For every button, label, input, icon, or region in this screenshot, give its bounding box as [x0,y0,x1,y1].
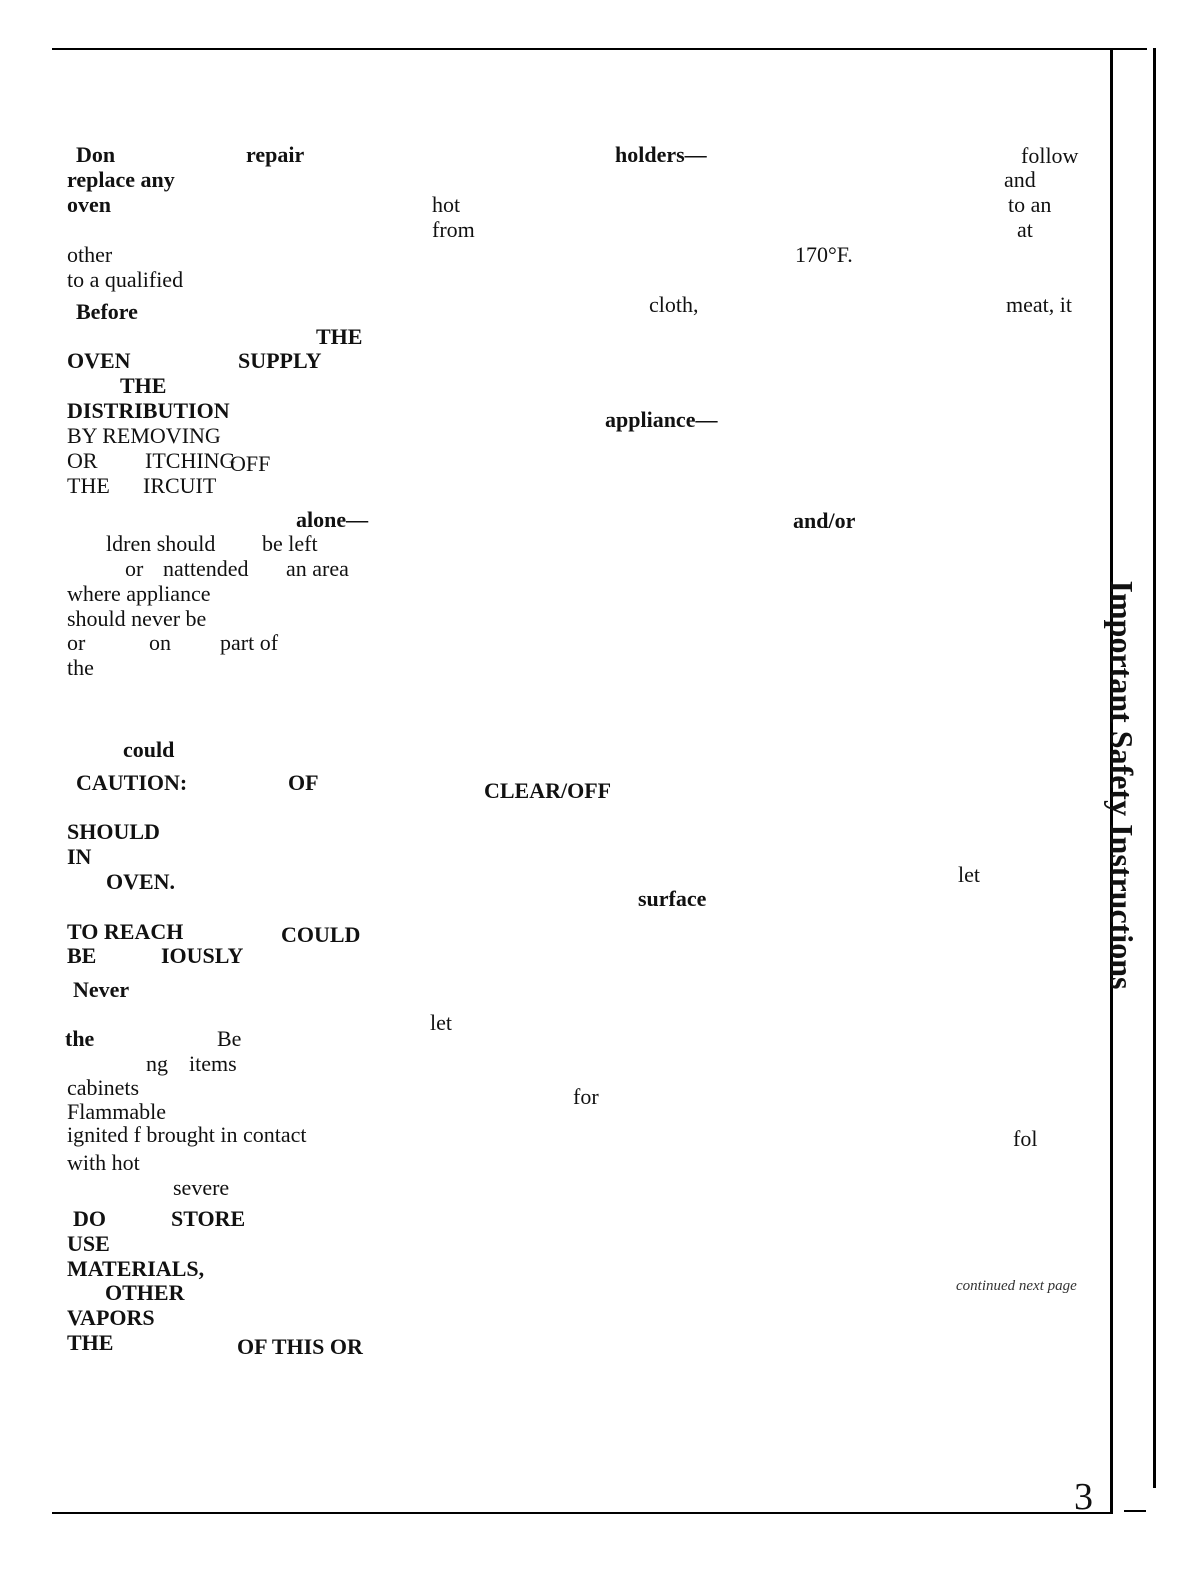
col1-text: be left [262,531,318,556]
col1-text: Never [73,977,130,1002]
col1-text: OF [288,770,319,795]
page-number: 3 [1074,1476,1093,1518]
col3-text: fol [1013,1126,1038,1151]
col1-text: with hot [67,1150,140,1175]
col1-text: nattended [163,556,249,581]
col1-text: repair [246,142,305,167]
col2-text: holders— [615,142,707,167]
col3-text: let [958,862,980,887]
col1-text: part of [220,630,279,655]
col1-text: THE [67,473,110,498]
col1-text: oven [67,192,111,217]
col1-text: DO [73,1206,106,1231]
col1-text: THE [67,1330,114,1355]
col1-text: THE [120,373,167,398]
side-top-tick [1124,48,1146,50]
col1-text: the [65,1026,95,1051]
col1-text: where appliance [67,581,211,606]
col1-text: OF THIS OR [237,1334,363,1359]
col2-text: CLEAR/OFF [484,778,612,803]
col1-text: Be [217,1026,242,1051]
top-rule [52,48,1147,50]
col1-text: SUPPLY [238,348,322,373]
col1-text: ignited f brought in contact [67,1122,307,1147]
col1-text: other [67,242,113,267]
col2-text: appliance— [605,407,718,432]
col1-text: the [67,655,94,680]
col1-text: items [189,1051,237,1076]
col1-text: OFF [230,451,271,476]
col1-text: an area [286,556,349,581]
col1-text: VAPORS [67,1305,155,1330]
col1-text: IRCUIT [143,473,217,498]
col1-text: BY REMOVING [67,423,221,448]
col1-text: should never be [67,606,207,631]
col1-text: on [149,630,171,655]
col1-text: or [125,556,144,581]
col1-text: CAUTION: [76,770,188,795]
col3-text: follow [1021,143,1079,168]
col3-text: at [1017,217,1033,242]
col1-text: to a qualified [67,267,184,292]
col1-text: ldren should [106,531,216,556]
col1-text: IN [67,844,92,869]
col2-text: surface [638,886,707,911]
col1-text: OVEN. [106,869,176,894]
col2-text: hot [432,192,461,217]
col1-text: TO REACH [67,919,184,944]
col3-text: and/or [793,508,856,533]
side-bottom-tick [1124,1510,1146,1512]
col1-text: SHOULD [67,819,160,844]
col1-text: OVEN [67,348,131,373]
col3-text: to an [1008,192,1052,217]
col1-text: Don [76,142,116,167]
side-title: Important Safety Instructions [1104,580,1140,990]
side-outer-rule [1153,48,1156,1488]
col1-text: severe [173,1175,230,1200]
col2-text: let [430,1010,452,1035]
col1-text: IOUSLY [161,943,244,968]
col1-text: replace any [67,167,175,192]
col1-text: Before [76,299,138,324]
col1-text: THE [316,324,363,349]
col1-text: BE [67,943,97,968]
col1-text: STORE [171,1206,246,1231]
col1-text: MATERIALS, [67,1256,205,1281]
col3-text: 170°F. [795,242,853,267]
col2-text: cloth, [649,292,699,317]
col3-text: and [1004,167,1036,192]
col1-text: Flammable [67,1099,166,1124]
continued-note: continued next page [956,1278,1077,1294]
col2-text: from [432,217,475,242]
col3-text: meat, it [1006,292,1072,317]
col1-text: USE [67,1231,110,1256]
col1-text: ITCHING [145,448,236,473]
col1-text: cabinets [67,1075,140,1100]
col1-text: DISTRIBUTION [67,398,230,423]
bottom-rule [52,1512,1112,1514]
col1-text: or [67,630,86,655]
col1-text: could [123,737,175,762]
col1-text: alone— [296,507,369,532]
col1-text: ng [146,1051,168,1076]
col1-text: OTHER [105,1280,185,1305]
col2-text: for [573,1084,599,1109]
col1-text: COULD [281,922,361,947]
col1-text: OR [67,448,98,473]
